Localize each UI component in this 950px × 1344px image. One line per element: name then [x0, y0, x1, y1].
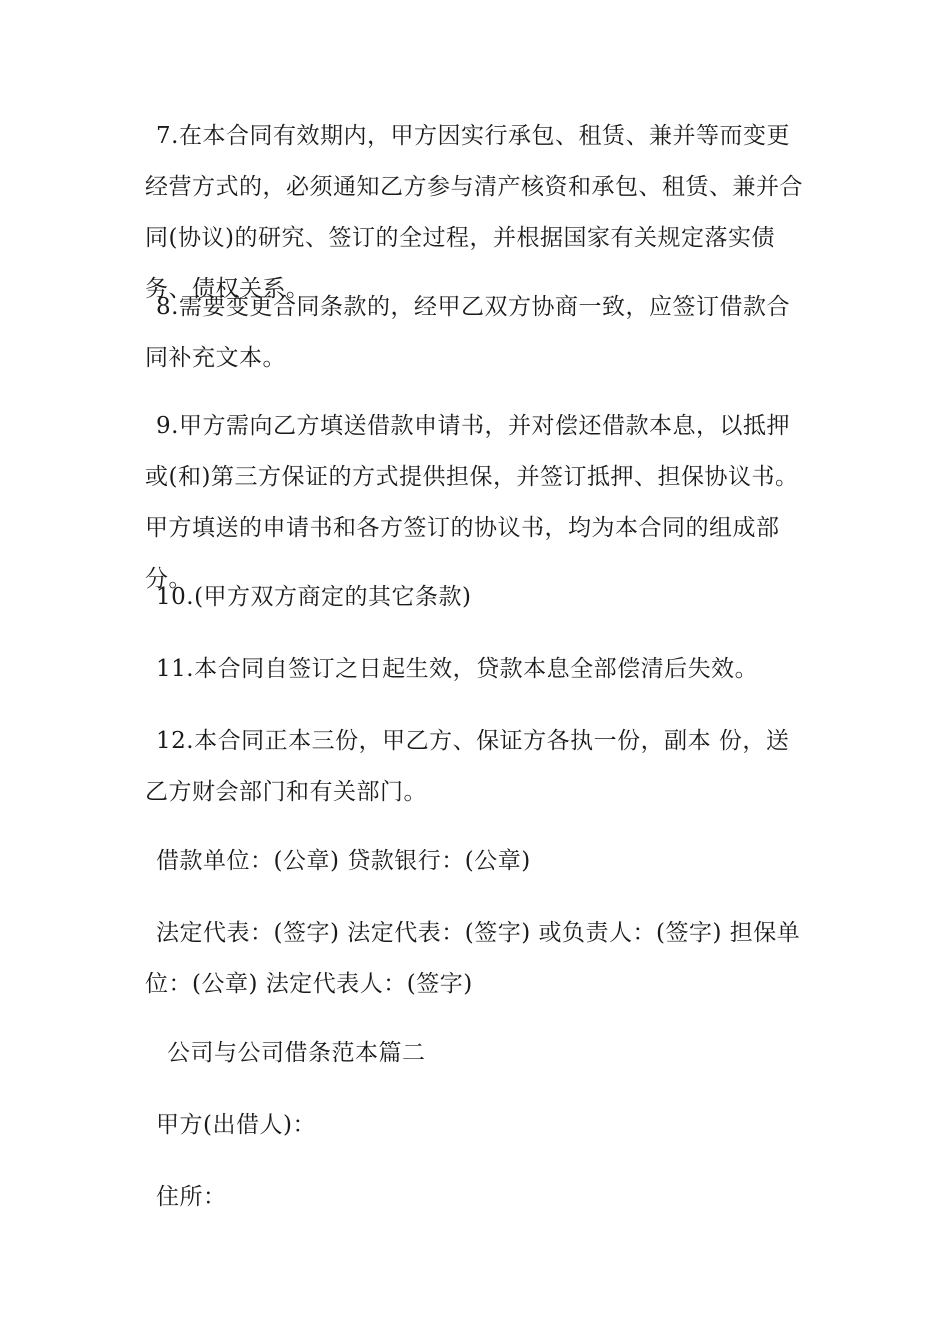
section-heading: 公司与公司借条范本篇二 [167, 1040, 426, 1066]
address-line: 住所： [156, 1184, 227, 1210]
clause-11-paragraph: 11.本合同自签订之日起生效，贷款本息全部偿清后失效。 [156, 656, 759, 682]
borrower-lender-seal-line: 借款单位：(公章) 贷款银行：(公章) [156, 848, 531, 874]
clause-7-paragraph: 7.在本合同有效期内，甲方因实行承包、租赁、兼并等而变更经营方式的，必须通知乙方参与清产核资和承包、租赁、兼并合同(协议)的研究、签订的全过程，并根据国家有关规定落实债务、债权关系。 [145, 123, 803, 302]
clause-12-paragraph: 12.本合同正本三份，甲乙方、保证方各执一份，副本 份，送乙方财会部门和有关部门。 [145, 728, 790, 805]
party-a-lender-line: 甲方(出借人)： [156, 1112, 316, 1138]
clause-10-paragraph: 10.(甲方双方商定的其它条款) [156, 584, 472, 610]
signature-line: 法定代表：(签字) 法定代表：(签字) 或负责人：(签字) 担保单位：(公章) 法定代表人：(签字) [145, 920, 801, 997]
clause-8-paragraph: 8.需要变更合同条款的，经甲乙双方协商一致，应签订借款合同补充文本。 [145, 294, 790, 371]
clause-9-paragraph: 9.甲方需向乙方填送借款申请书，并对偿还借款本息，以抵押或(和)第三方保证的方式提供担保，并签订抵押、担保协议书。甲方填送的申请书和各方签订的协议书，均为本合同的组成部分。 [145, 413, 799, 592]
